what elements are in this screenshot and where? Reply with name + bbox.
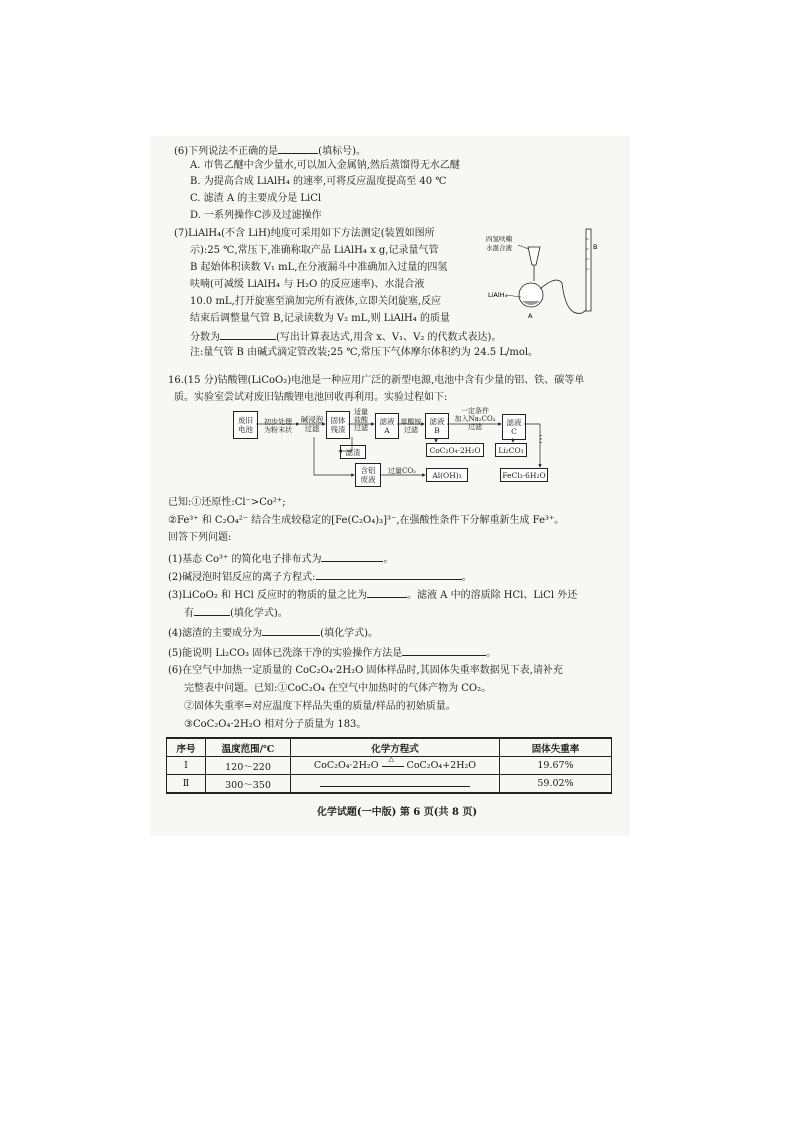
q16-q3-text-b: 。滤液 A 中的溶质除 HCl、LiCl 外还 xyxy=(407,590,578,601)
table-header-cell: 温度范围/℃ xyxy=(206,738,291,757)
flask-name: A xyxy=(528,312,533,320)
q16-q3 xyxy=(168,587,577,602)
q16-q4-blank xyxy=(262,625,320,636)
flask-label: LiAlH₄ xyxy=(488,291,508,299)
table-cell-loss: 19.67% xyxy=(500,757,612,775)
flow-label-hcl: 适量 盐酸 过滤 xyxy=(354,408,368,432)
weight-loss-table xyxy=(166,737,612,794)
q16-q4 xyxy=(168,625,378,640)
equation-condition: △ xyxy=(388,754,394,763)
q16-q5-text: (5)能说明 Li₂CO₃ 固体已洗涤干净的实验操作方法是 xyxy=(168,648,403,659)
q15-item7-last-b: (写出计算表达式,用含 x、V₁、V₂ 的代数式表达)。 xyxy=(276,332,502,343)
flow-box-al-waste: 含铝 废液 xyxy=(355,463,381,487)
flow-box-filtrate-b: 滤液 B xyxy=(425,413,449,439)
flow-box-filtrate-c: 滤液 C xyxy=(502,414,526,440)
table-row xyxy=(167,757,612,775)
q16-q5-blank xyxy=(402,645,486,656)
q16-intro-2: 质。实验室尝试对废旧钴酸锂电池回收再利用。实验过程如下: xyxy=(174,392,448,403)
q16-q3-text-c: 有 xyxy=(184,608,194,619)
q15-item7-line5: 10.0 mL,打开旋塞至滴加完所有液体,立即关闭旋塞,反应 xyxy=(190,296,442,307)
arrow xyxy=(524,424,540,467)
gas-burette xyxy=(586,229,591,311)
q16-q4-text: (4)滤渣的主要成分为 xyxy=(168,628,263,639)
flow-box-fecl3: FeCl₃·6H₂O xyxy=(500,468,548,482)
q15-item7-last-a: 分数为 xyxy=(190,332,220,343)
q15-item7-blank xyxy=(220,329,276,340)
q16-q3-blank1 xyxy=(367,587,407,598)
q16-q4-hint: (填化学式)。 xyxy=(320,628,378,639)
q16-q1-period: 。 xyxy=(383,554,394,565)
q16-q6-line1: (6)在空气中加热一定质量的 CoC₂O₄·2H₂O 固体样品时,其固体失重率数据见下表,请补充 xyxy=(168,665,563,676)
q16-q1 xyxy=(168,551,393,566)
table-header-cell: 化学方程式 xyxy=(291,738,500,757)
dropping-funnel xyxy=(528,247,540,265)
equation-answer-blank xyxy=(320,778,470,787)
page-footer: 化学试题(一中版) 第 6 页(共 8 页) xyxy=(316,807,478,818)
connecting-tube xyxy=(540,280,588,313)
flow-label-grind: 初步处理 为粉末状 xyxy=(264,418,292,434)
q16-answer-prompt: 回答下列问题: xyxy=(168,532,232,543)
q16-known-2: ②Fe³⁺ 和 C₂O₄²⁻ 结合生成较稳定的[Fe(C₂O₄)₃]³⁻,在强酸性条件下分解重新生成 Fe³⁺。 xyxy=(168,515,565,526)
arrow xyxy=(314,437,354,475)
funnel-label-2: 水混合液 xyxy=(486,244,512,252)
table-cell-temp: 120～220 xyxy=(206,757,291,775)
q15-item7-line6: 结束后调整量气管 B,记录读数为 V₂ mL,则 LiAlH₄ 的质量 xyxy=(190,313,450,324)
q16-q6-line4: ③CoC₂O₄·2H₂O 相对分子质量为 183。 xyxy=(184,719,367,730)
q16-q2-period: 。 xyxy=(461,572,472,583)
q16-q5-period: 。 xyxy=(486,648,497,659)
q15-option-a: A. 市售乙醚中含少量水,可以加入金属钠,然后蒸馏得无水乙醚 xyxy=(190,160,460,171)
q15-item7-line2: 示):25 ℃,常压下,准确称取产品 LiAlH₄ x g,记录量气管 xyxy=(190,245,439,256)
flow-box-solid-residue: 固体 残渣 xyxy=(326,411,350,439)
equation-line xyxy=(382,766,404,767)
equation-right: CoC₂O₄+2H₂O xyxy=(406,760,477,771)
q15-item6 xyxy=(174,143,366,158)
flow-box-cobalt-oxalate: CoC₂O₄·2H₂O xyxy=(426,443,484,457)
q15-item6-hint: (填标号)。 xyxy=(318,146,366,157)
burette-name: B xyxy=(593,243,598,251)
q16-q3-text-d: (填化学式)。 xyxy=(230,608,288,619)
q16-q3-text: (3)LiCoO₂ 和 HCl 反应时的物质的量之比为 xyxy=(168,590,367,601)
equation-arrow xyxy=(382,754,404,771)
table-cell-no: Ⅰ xyxy=(167,757,206,775)
table-header-cell: 固体失重率 xyxy=(500,738,612,757)
table-cell-no: Ⅱ xyxy=(167,775,206,794)
flow-arrows xyxy=(230,405,560,490)
q15-item7-line1: (7)LiAlH₄(不含 LiH)纯度可采用如下方法测定(装置如图所 xyxy=(174,228,435,239)
q15-item6-blank xyxy=(278,143,318,154)
q16-q1-text: (1)基态 Co³⁺ 的简化电子排布式为 xyxy=(168,554,322,565)
table-cell-equation-blank xyxy=(291,775,500,794)
q15-item6-text: (6)下列说法不正确的是 xyxy=(174,146,279,157)
q15-item7-line4: 呋喃(可减缓 LiAlH₄ 与 H₂O 的反应速率)、水混合液 xyxy=(190,279,425,290)
table-cell-temp: 300～350 xyxy=(206,775,291,794)
q15-item7-line7 xyxy=(190,329,501,344)
equation-left: CoC₂O₄·2H₂O xyxy=(313,760,379,771)
flow-box-aloh3: Al(OH)₃ xyxy=(426,468,468,482)
table-cell-equation xyxy=(291,754,500,775)
q15-note: 注:量气管 B 由碱式滴定管改装;25 ℃,常压下气体摩尔体积约为 24.5 L/mol。 xyxy=(190,347,539,358)
funnel-label-1: 四氢呋喃 xyxy=(486,235,512,243)
q16-q5 xyxy=(168,645,496,660)
q15-option-c: C. 滤渣 A 的主要成分是 LiCl xyxy=(190,193,322,204)
q15-option-b: B. 为提高合成 LiAlH₄ 的速率,可将反应温度提高至 40 ℃ xyxy=(190,176,447,187)
q16-q6-line2: 完整表中问题。已知:①CoC₂O₄ 在空气中加热时的气体产物为 CO₂。 xyxy=(184,683,492,694)
q15-option-d: D. 一系列操作C涉及过滤操作 xyxy=(190,210,322,221)
flow-ellipsis: ⋮ xyxy=(536,434,546,445)
q15-item7-line3: B 起始体积读数 V₁ mL,在分液漏斗中准确加入过量的四氢 xyxy=(190,262,448,273)
table-row xyxy=(167,775,612,794)
flow-box-waste-battery: 废旧 电池 xyxy=(233,411,258,439)
q16-q2-text: (2)碱浸泡时铝反应的离子方程式: xyxy=(168,572,316,583)
flow-box-filtrate-a: 滤液 A xyxy=(375,413,399,439)
flow-box-li2co3: Li₂CO₃ xyxy=(495,443,527,457)
table-header-cell: 序号 xyxy=(167,738,206,757)
q16-q6-line3: ②固体失重率=对应温度下样品失重的质量/样品的初始质量。 xyxy=(184,701,456,712)
q16-q1-blank xyxy=(321,551,383,562)
flow-step-alkali: 碱浸泡 过滤 xyxy=(300,415,324,433)
q16-q3-cont xyxy=(184,605,288,620)
flow-box-residue: 滤渣 xyxy=(340,445,366,459)
q16-q3-blank2 xyxy=(194,605,230,616)
q16-q2-blank xyxy=(316,569,462,580)
flow-label-co2: 过量CO₂ xyxy=(388,467,416,475)
q16-known-1: 已知:①还原性:Cl⁻>Co²⁺; xyxy=(168,497,286,508)
table-cell-loss: 59.02% xyxy=(500,775,612,794)
flow-label-na2co3: 一定条件 加入Na₂CO₃ 过滤 xyxy=(454,407,496,431)
arrow xyxy=(339,437,352,451)
q16-intro-1: 16.(15 分)钴酸锂(LiCoO₂)电池是一种应用广泛的新型电源,电池中含有少量的铝、铁、碳等单 xyxy=(168,375,585,386)
q16-q2 xyxy=(168,569,472,584)
apparatus-figure xyxy=(486,225,598,325)
flow-label-oxalate: 草酸铵 过滤 xyxy=(400,418,422,434)
